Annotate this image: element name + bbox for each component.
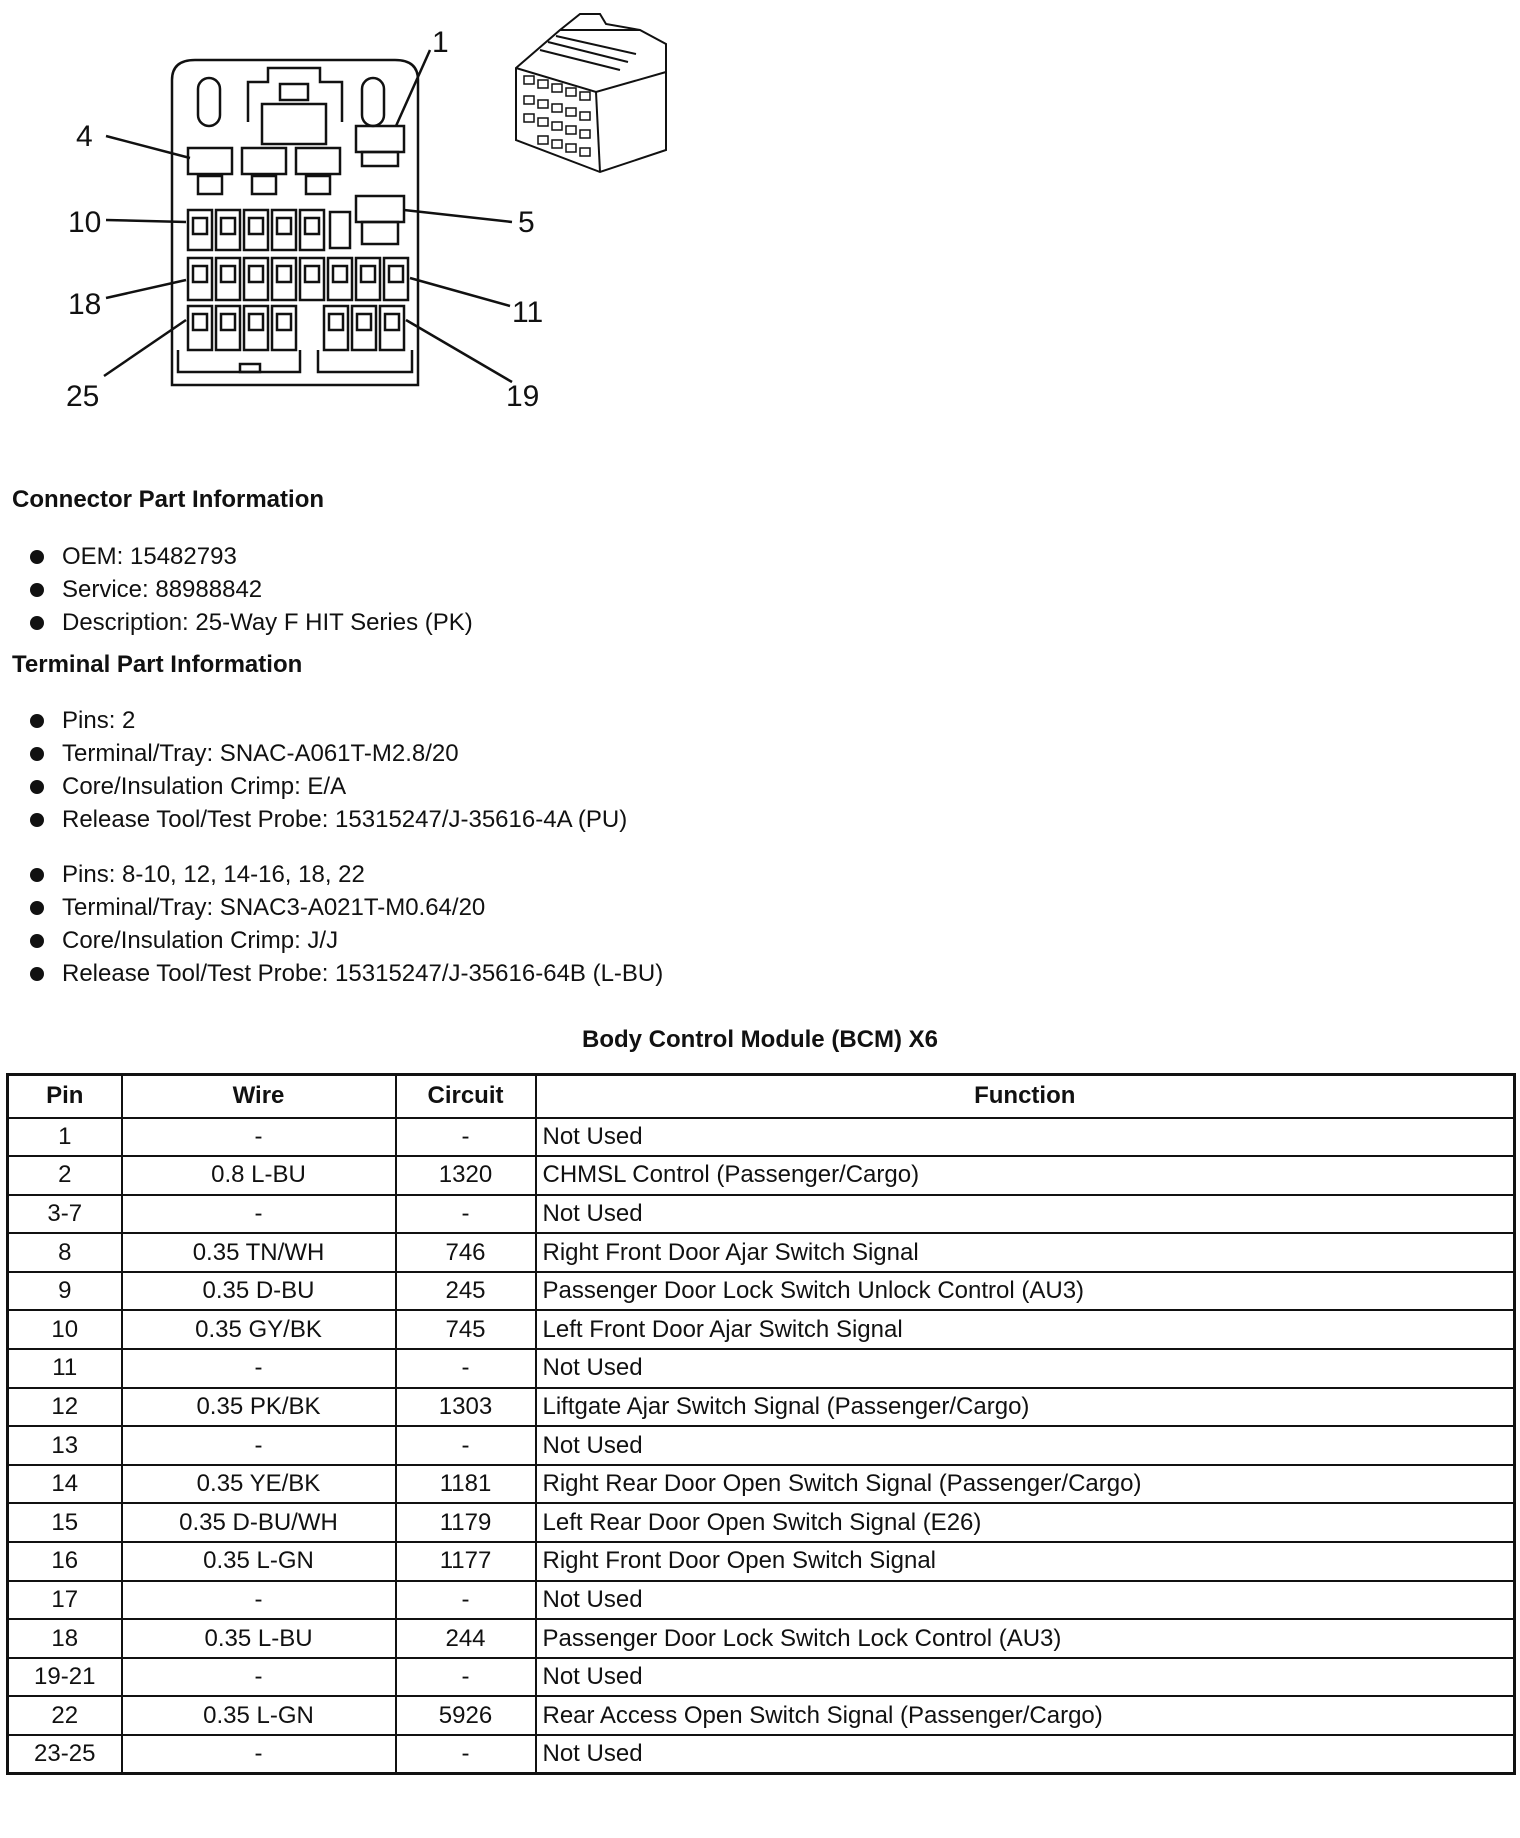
cell-function: Right Front Door Ajar Switch Signal xyxy=(536,1233,1515,1272)
terminal-crimp: Core/Insulation Crimp: J/J xyxy=(28,924,663,957)
cell-wire: 0.35 TN/WH xyxy=(122,1233,396,1272)
header-circuit: Circuit xyxy=(396,1075,536,1118)
cell-function: Right Rear Door Open Switch Signal (Passenger/Cargo) xyxy=(536,1465,1515,1504)
table-row xyxy=(8,1735,1515,1774)
cell-circuit: 5926 xyxy=(396,1696,536,1735)
pin-table xyxy=(6,1073,1516,1775)
cell-function: Not Used xyxy=(536,1118,1515,1157)
cell-wire: 0.35 L-BU xyxy=(122,1619,396,1658)
cell-wire: 0.8 L-BU xyxy=(122,1156,396,1195)
terminal-info-title: Terminal Part Information xyxy=(12,651,303,678)
cell-pin: 12 xyxy=(8,1388,122,1427)
cell-function: Left Rear Door Open Switch Signal (E26) xyxy=(536,1503,1515,1542)
table-row xyxy=(8,1619,1515,1658)
table-row xyxy=(8,1426,1515,1465)
cell-pin: 11 xyxy=(8,1349,122,1388)
callout-pin-11: 11 xyxy=(512,296,544,329)
cell-circuit: 245 xyxy=(396,1272,536,1311)
cell-wire: 0.35 L-GN xyxy=(122,1542,396,1581)
cell-function: CHMSL Control (Passenger/Cargo) xyxy=(536,1156,1515,1195)
cell-circuit: 1177 xyxy=(396,1542,536,1581)
cell-function: Not Used xyxy=(536,1581,1515,1620)
cell-wire: - xyxy=(122,1195,396,1234)
callout-pin-19: 19 xyxy=(506,380,540,413)
cell-function: Passenger Door Lock Switch Unlock Control (AU3) xyxy=(536,1272,1515,1311)
table-row xyxy=(8,1388,1515,1427)
cell-circuit: 244 xyxy=(396,1619,536,1658)
cell-function: Not Used xyxy=(536,1195,1515,1234)
cell-wire: - xyxy=(122,1118,396,1157)
terminal-crimp: Core/Insulation Crimp: E/A xyxy=(28,770,627,803)
cell-pin: 8 xyxy=(8,1233,122,1272)
cell-circuit: 1320 xyxy=(396,1156,536,1195)
cell-function: Liftgate Ajar Switch Signal (Passenger/Cargo) xyxy=(536,1388,1515,1427)
callout-pin-4: 4 xyxy=(76,120,93,153)
header-pin: Pin xyxy=(8,1075,122,1118)
cell-pin: 18 xyxy=(8,1619,122,1658)
cell-pin: 1 xyxy=(8,1118,122,1157)
connector-info-title: Connector Part Information xyxy=(12,486,325,513)
cell-function: Left Front Door Ajar Switch Signal xyxy=(536,1310,1515,1349)
cell-wire: 0.35 YE/BK xyxy=(122,1465,396,1504)
cell-pin: 19-21 xyxy=(8,1658,122,1697)
cell-circuit: 1179 xyxy=(396,1503,536,1542)
cell-circuit: - xyxy=(396,1195,536,1234)
table-body xyxy=(8,1118,1515,1774)
cell-wire: - xyxy=(122,1581,396,1620)
terminal-info-group-2 xyxy=(28,858,663,990)
cell-circuit: - xyxy=(396,1426,536,1465)
cell-function: Not Used xyxy=(536,1349,1515,1388)
cell-function: Right Front Door Open Switch Signal xyxy=(536,1542,1515,1581)
table-header-row xyxy=(8,1075,1515,1118)
header-wire: Wire xyxy=(122,1075,396,1118)
connector-oem: OEM: 15482793 xyxy=(28,540,473,573)
table-row xyxy=(8,1465,1515,1504)
connector-diagram xyxy=(0,0,700,440)
cell-wire: 0.35 D-BU xyxy=(122,1272,396,1311)
cell-pin: 9 xyxy=(8,1272,122,1311)
terminal-pins: Pins: 2 xyxy=(28,704,627,737)
cell-pin: 15 xyxy=(8,1503,122,1542)
cell-wire: 0.35 L-GN xyxy=(122,1696,396,1735)
connector-description: Description: 25-Way F HIT Series (PK) xyxy=(28,606,473,639)
cell-circuit: 745 xyxy=(396,1310,536,1349)
cell-function: Not Used xyxy=(536,1735,1515,1774)
table-row xyxy=(8,1118,1515,1157)
table-row xyxy=(8,1542,1515,1581)
terminal-tray: Terminal/Tray: SNAC-A061T-M2.8/20 xyxy=(28,737,627,770)
cell-wire: - xyxy=(122,1735,396,1774)
cell-circuit: - xyxy=(396,1735,536,1774)
cell-circuit: - xyxy=(396,1349,536,1388)
cell-wire: 0.35 PK/BK xyxy=(122,1388,396,1427)
cell-pin: 2 xyxy=(8,1156,122,1195)
table-row xyxy=(8,1503,1515,1542)
cell-function: Not Used xyxy=(536,1426,1515,1465)
cell-circuit: - xyxy=(396,1118,536,1157)
terminal-release-tool: Release Tool/Test Probe: 15315247/J-35616-4A (PU) xyxy=(28,803,627,836)
table-row xyxy=(8,1233,1515,1272)
callout-pin-1: 1 xyxy=(432,26,449,59)
terminal-tray: Terminal/Tray: SNAC3-A021T-M0.64/20 xyxy=(28,891,663,924)
cell-pin: 23-25 xyxy=(8,1735,122,1774)
cell-pin: 16 xyxy=(8,1542,122,1581)
cell-wire: 0.35 D-BU/WH xyxy=(122,1503,396,1542)
cell-wire: 0.35 GY/BK xyxy=(122,1310,396,1349)
cell-circuit: - xyxy=(396,1581,536,1620)
table-row xyxy=(8,1581,1515,1620)
cell-pin: 3-7 xyxy=(8,1195,122,1234)
cell-wire: - xyxy=(122,1426,396,1465)
connector-service: Service: 88988842 xyxy=(28,573,473,606)
table-row xyxy=(8,1310,1515,1349)
cell-circuit: 1303 xyxy=(396,1388,536,1427)
cell-wire: - xyxy=(122,1658,396,1697)
terminal-info-group-1 xyxy=(28,704,627,836)
header-function: Function xyxy=(536,1075,1515,1118)
callout-pin-5: 5 xyxy=(518,206,535,239)
cell-pin: 10 xyxy=(8,1310,122,1349)
cell-wire: - xyxy=(122,1349,396,1388)
cell-pin: 22 xyxy=(8,1696,122,1735)
cell-circuit: - xyxy=(396,1658,536,1697)
terminal-release-tool: Release Tool/Test Probe: 15315247/J-35616-64B (L-BU) xyxy=(28,957,663,990)
cell-circuit: 746 xyxy=(396,1233,536,1272)
cell-function: Rear Access Open Switch Signal (Passenger/Cargo) xyxy=(536,1696,1515,1735)
callout-pin-10: 10 xyxy=(68,206,102,239)
table-row xyxy=(8,1696,1515,1735)
callout-pin-18: 18 xyxy=(68,288,102,321)
cell-function: Passenger Door Lock Switch Lock Control (AU3) xyxy=(536,1619,1515,1658)
table-row xyxy=(8,1195,1515,1234)
cell-pin: 13 xyxy=(8,1426,122,1465)
table-row xyxy=(8,1272,1515,1311)
table-row xyxy=(8,1156,1515,1195)
callout-pin-25: 25 xyxy=(66,380,100,413)
terminal-pins: Pins: 8-10, 12, 14-16, 18, 22 xyxy=(28,858,663,891)
cell-pin: 17 xyxy=(8,1581,122,1620)
connector-info-list xyxy=(28,540,473,639)
table-title: Body Control Module (BCM) X6 xyxy=(582,1026,938,1053)
table-row xyxy=(8,1658,1515,1697)
cell-circuit: 1181 xyxy=(396,1465,536,1504)
table-row xyxy=(8,1349,1515,1388)
cell-pin: 14 xyxy=(8,1465,122,1504)
cell-function: Not Used xyxy=(536,1658,1515,1697)
